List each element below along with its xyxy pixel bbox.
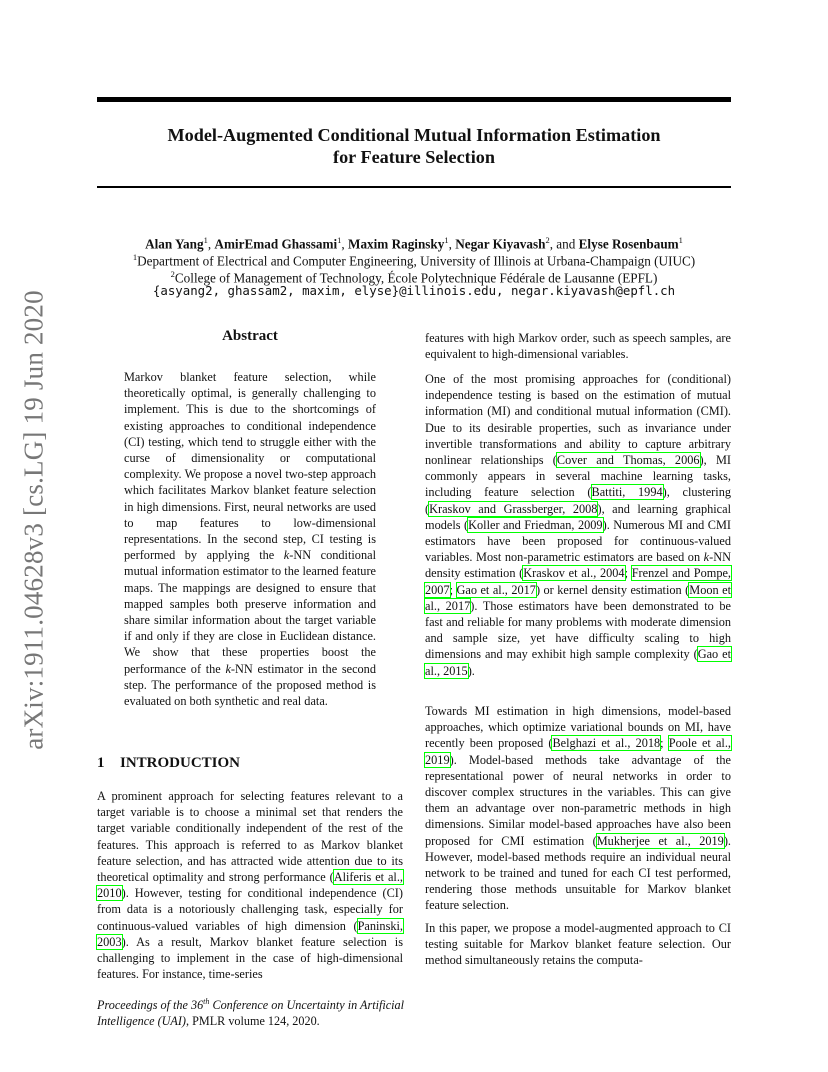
citation-link[interactable]: Koller and Friedman, 2009 bbox=[468, 517, 603, 532]
citation-link[interactable]: Gao et al., 2017 bbox=[456, 582, 536, 597]
abstract-text: Markov blanket feature selection, while theoretically optimal, is generally challenging to implement. This is due to the shortcomings of existing approaches to conditional independence (CI) testing, which tend to struggle either with the curse of dimensionality or computational complexity. We propose a novel two-step approach which facilitates Markov blanket feature selection in high dimensions. First, neural networks are used to map features to low-dimensional representations. In the second step, CI testing is performed by applying the k-NN conditional mutual information estimator to the learned feature maps. The mappings are designed to ensure that mapped samples both preserve information and share similar information about the target variable if and only if they are close in Euclidean distance. We show that these properties boost the performance of the k-NN estimator in the second step. The performance of the proposed method is evaluated on both synthetic and real data. bbox=[124, 370, 376, 709]
author-name: Maxim Raginsky bbox=[348, 236, 445, 252]
author-affiliation-mark: 1 bbox=[337, 235, 342, 245]
footer-ordinal: th bbox=[203, 997, 210, 1006]
author-affiliation-mark: 1 bbox=[678, 235, 683, 245]
proceedings-footer bbox=[97, 994, 407, 1029]
citation-link[interactable]: Mukherjee et al., 2019 bbox=[596, 833, 724, 848]
citation-link[interactable]: Belghazi et al., 2018 bbox=[552, 736, 661, 751]
paper-title bbox=[97, 124, 731, 168]
section-number: 1 bbox=[97, 755, 105, 771]
citation-link[interactable]: Frenzel and Pompe, 2007 bbox=[425, 566, 732, 597]
author-affiliation-mark: 1 bbox=[444, 235, 449, 245]
citation-link[interactable]: Kraskov et al., 2004 bbox=[523, 566, 625, 581]
affiliation-mark: 1 bbox=[132, 252, 138, 262]
right-column-paragraph-3: In this paper, we propose a model-augmented approach to CI testing suitable for Markov blanket feature selection. Our method simultaneously retains the computa- bbox=[425, 921, 731, 968]
author-list: Alan Yang$^1$, AmirEmad Ghassami$^1$, Maxim Raginsky$^1$, Negar Kiyavash$^2$, and Elyse Rosenbaum$^1$ bbox=[145, 235, 683, 252]
section-heading-introduction bbox=[97, 755, 240, 772]
author-name: Negar Kiyavash bbox=[455, 236, 546, 252]
affiliation-text: Department of Electrical and Computer Engineering, University of Illinois at Urbana-Champaign (UIUC) bbox=[137, 253, 696, 269]
author-emails: {asyang2, ghassam2, maxim, elyse}@illinois.edu, negar.kiyavash@epfl.ch bbox=[152, 283, 676, 298]
arxiv-identifier-sidebar bbox=[14, 270, 54, 770]
citation-link[interactable]: Aliferis et al., 2010 bbox=[97, 870, 404, 901]
citation-link[interactable]: Gao et al., 2015 bbox=[425, 647, 732, 678]
title-line-2: for Feature Selection bbox=[333, 147, 495, 167]
title-line-1: Model-Augmented Conditional Mutual Information Estimation bbox=[167, 125, 661, 145]
introduction-paragraph-1: A prominent approach for selecting features relevant to a target variable is to choose a minimal set that renders the target variable conditionally independent of the rest of the features. This approach is referred to as Markov blanket feature selection, and has attracted wide attention due to its theoretical optimality and strong performance (Aliferis et al., 2010). However, testing for conditional independence (CI) from data is a notoriously challenging task, especially for continuous-valued variables of high dimension (Paninski, 2003). As a result, Markov blanket feature selection is challenging to implement in the case of high-dimensional features. For instance, time-series bbox=[97, 789, 404, 982]
author-affiliation-mark: 1 bbox=[203, 235, 208, 245]
right-column-paragraph-2: Towards MI estimation in high dimensions, model-based approaches, which optimize variational bounds on MI, have recently been proposed (Belghazi et al., 2018; Poole et al., 2019). Model-based methods take advantage of the representational power of neural networks in order to discover complex structures in the variables. This can give them an advantage over non-parametric methods in high dimensions. Similar model-based approaches have also been proposed for CMI estimation (Mukherjee et al., 2019). However, model-based methods require an individual neural network to be trained and tuned for each CI test performed, rendering those methods unsuitable for Markov blanket feature selection. bbox=[425, 704, 731, 913]
footer-prefix: Proceedings of the 36 bbox=[97, 998, 204, 1013]
abstract-heading: Abstract bbox=[222, 328, 278, 344]
author-name: Elyse Rosenbaum bbox=[578, 236, 679, 252]
right-column-paragraph-1: One of the most promising approaches for (conditional) independence testing is based on the estimation of mutual information (MI) and conditional mutual information (CMI). Due to its desirable properties, such as invariance under invertible transformations and ability to capture arbitrary nonlinear relationships (Cover and Thomas, 2006), MI commonly appears in several machine learning tasks, including feature selection (Battiti, 1994), clustering (Kraskov and Grassberger, 2008), and learning graphical models (Koller and Friedman, 2009). Numerous MI and CMI estimators have been proposed for continuous-valued variables. Most non-parametric estimators are based on k-NN density estimation (Kraskov et al., 2004; Frenzel and Pompe, 2007; Gao et al., 2017) or kernel density estimation (Moon et al., 2017). Those estimators have been demonstrated to be fast and reliable for many problems with moderate dimension and sample size, yet have difficulty scaling to high dimensions and may exhibit high sample complexity (Gao et al., 2015). bbox=[425, 372, 732, 678]
title-top-rule bbox=[97, 97, 731, 102]
citation-link[interactable]: Battiti, 1994 bbox=[591, 485, 663, 500]
right-column-paragraph-0: features with high Markov order, such as speech samples, are equivalent to high-dimensional variables. bbox=[425, 331, 731, 362]
arxiv-identifier-text: arXiv:1911.04628v3 [cs.LG] 19 Jun 2020 bbox=[18, 290, 49, 750]
title-bottom-rule bbox=[97, 186, 731, 188]
citation-link[interactable]: Kraskov and Grassberger, 2008 bbox=[429, 501, 598, 516]
citation-link[interactable]: Paninski, 2003 bbox=[97, 918, 403, 949]
citation-link[interactable]: Moon et al., 2017 bbox=[425, 582, 732, 613]
citation-link[interactable]: Poole et al., 2019 bbox=[425, 736, 731, 767]
author-name: Alan Yang bbox=[145, 236, 204, 252]
footer-conference: Conference on Uncertainty in Artificial Intelligence (UAI) bbox=[97, 998, 405, 1029]
author-name: AmirEmad Ghassami bbox=[214, 236, 338, 252]
author-affiliation-mark: 2 bbox=[545, 235, 550, 245]
affiliation-text: College of Management of Technology, École Polytechnique Fédérale de Lausanne (EPFL) bbox=[174, 270, 658, 286]
author-and: and bbox=[556, 236, 576, 252]
affiliation-mark: 2 bbox=[170, 269, 175, 279]
section-title: INTRODUCTION bbox=[120, 755, 241, 771]
footer-volume: , PMLR volume 124, 2020. bbox=[186, 1014, 320, 1029]
citation-link[interactable]: Cover and Thomas, 2006 bbox=[556, 453, 700, 468]
